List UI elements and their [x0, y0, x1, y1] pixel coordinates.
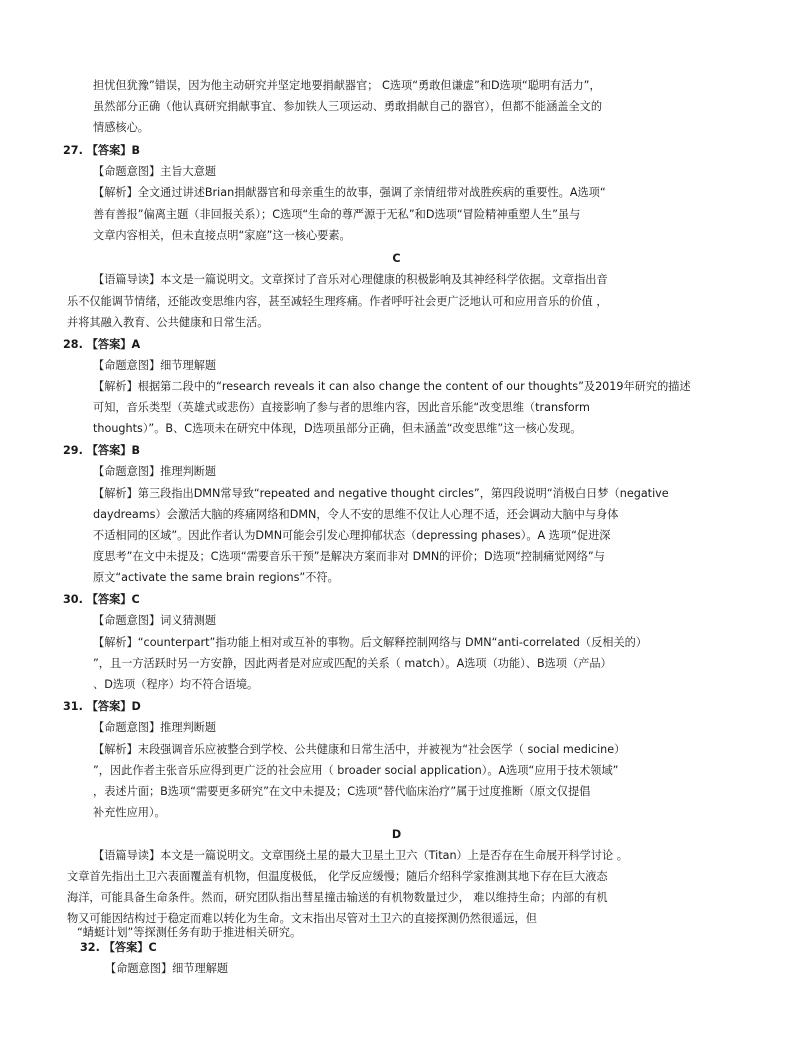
- section-d-heading: D: [391, 828, 402, 841]
- question-30-analysis-line: 【解析】“counterpart”指功能上相对或互补的事物。后文解释控制网络与 DMN“anti-correlated（反相关的）: [93, 636, 648, 649]
- question-29-analysis-line: daydreams）会激活大脑的疼痛网络和DMN，令人不安的思维不仅让人心理不适，还会调动大脑中与身体: [93, 508, 619, 521]
- question-27-analysis-line: 文章内容相关，但未直接点明“家庭”这一核心要素。: [93, 229, 351, 242]
- section-c-guide-line: 【语篇导读】本文是一篇说明文。文章探讨了音乐对心理健康的积极影响及其神经科学依据。文章指出音: [93, 273, 608, 286]
- section-d-guide-line: 文章首先指出土卫六表面覆盖有机物，但温度极低， 化学反应缓慢；随后介绍科学家推测其地下存在巨大液态: [67, 870, 608, 883]
- question-32-answer: 32. 【答案】C: [80, 941, 157, 954]
- question-29-analysis-line: 原文“activate the same brain regions”不符。: [93, 571, 339, 584]
- question-29-intent: 【命题意图】推理判断题: [93, 465, 217, 478]
- intro-line: 担忧但犹豫”错误，因为他主动研究并坚定地要捐献器官； C选项“勇敢但谦虚”和D选项“聪明有活力”，: [93, 79, 601, 92]
- question-31-intent: 【命题意图】推理判断题: [93, 721, 217, 734]
- question-27-answer: 27. 【答案】B: [63, 144, 140, 157]
- question-31-answer: 31. 【答案】D: [63, 700, 141, 713]
- question-30-analysis-line: ”，且一方活跃时另一方安静，因此两者是对应或匹配的关系（ match）。A选项（功能）、B选项（产品）: [93, 657, 612, 670]
- question-27-intent: 【命题意图】主旨大意题: [93, 165, 217, 178]
- question-28-intent: 【命题意图】细节理解题: [93, 359, 217, 372]
- question-29-answer: 29. 【答案】B: [63, 444, 140, 457]
- section-c-guide-line: 乐不仅能调节情绪，还能改变思维内容，甚至减轻生理疼痛。作者呼吁社会更广泛地认可和应用音乐的价值 ，: [67, 295, 608, 308]
- question-28-analysis-line: thoughts）”。B、C选项未在研究中体现，D选项虽部分正确，但未涵盖“改变思维”这一核心发现。: [93, 422, 582, 435]
- question-31-analysis-line: ，表述片面；B选项“需要更多研究”在文中未提及；C选项“替代临床治疗”属于过度推断（原文仅提倡: [93, 785, 591, 798]
- section-c-heading: C: [392, 252, 401, 265]
- question-30-answer: 30. 【答案】C: [63, 593, 140, 606]
- intro-line: 虽然部分正确（他认真研究捐献事宜、参加铁人三项运动、勇敢捐献自己的器官），但都不能涵盖全文的: [93, 100, 603, 113]
- section-d-guide-line: 海洋，可能具备生命条件。然而，研究团队指出彗星撞击输送的有机物数量过少， 难以维持生命；内部的有机: [67, 891, 608, 904]
- section-d-guide-line: 物又可能因结构过于稳定而难以转化为生命。文末指出尽管对土卫六的直接探测仍然很遥远，但: [67, 912, 537, 925]
- question-28-analysis-line: 可知，音乐类型（英雄式或悲伤）直接影响了参与者的思维内容，因此音乐能“改变思维（transform: [93, 401, 590, 414]
- question-27-analysis-line: 【解析】全文通过讲述Brian捐献器官和母亲重生的故事，强调了亲情纽带对战胜疾病的重要性。A选项“: [93, 186, 606, 199]
- question-29-analysis-line: 度思考”在文中未提及；C选项“需要音乐干预”是解决方案而非对 DMN的评价；D选项“控制痛觉网络”与: [93, 550, 605, 563]
- question-27-analysis-line: 善有善报”偏离主题（非回报关系）；C选项“生命的尊严源于无私”和D选项“冒险精神重塑人生”虽与: [93, 208, 581, 221]
- question-29-analysis-line: 【解析】第三段指出DMN常导致“repeated and negative thought circles”，第四段说明“消极白日梦（negative: [93, 487, 669, 500]
- question-30-intent: 【命题意图】词义猜测题: [93, 614, 217, 627]
- question-31-analysis-line: 补充性应用）。: [93, 806, 166, 819]
- question-28-analysis-line: 【解析】根据第二段中的“research reveals it can also change the content of our thoughts”及2019年研究的描述: [93, 380, 691, 393]
- section-d-guide-line: 【语篇导读】本文是一篇说明文。文章围绕土星的最大卫星土卫六（Titan）上是否存在生命展开科学讨论 。: [93, 849, 628, 862]
- question-28-answer: 28. 【答案】A: [63, 338, 141, 351]
- intro-line: 情感核心。: [93, 121, 149, 134]
- question-31-analysis-line: ”，因此作者主张音乐应得到更广泛的社会应用（ broader social application）。A选项“应用于技术领域”: [93, 764, 619, 777]
- section-c-guide-line: 并将其融入教育、公共健康和日常生活。: [67, 316, 269, 329]
- question-31-analysis-line: 【解析】末段强调音乐应被整合到学校、公共健康和日常生活中，并被视为“社会医学（ social medicine）: [93, 743, 626, 756]
- question-30-analysis-line: 、D选项（程序）均不符合语境。: [93, 678, 259, 691]
- question-32-intent: 【命题意图】细节理解题: [105, 962, 229, 975]
- question-29-analysis-line: 不适相同的区域”。因此作者认为DMN可能会引发心理抑郁状态（depressing phases）。A 选项“促进深: [93, 529, 611, 542]
- section-d-guide-line: “蜻蜓计划”等探测任务有助于推进相关研究。: [77, 926, 302, 939]
